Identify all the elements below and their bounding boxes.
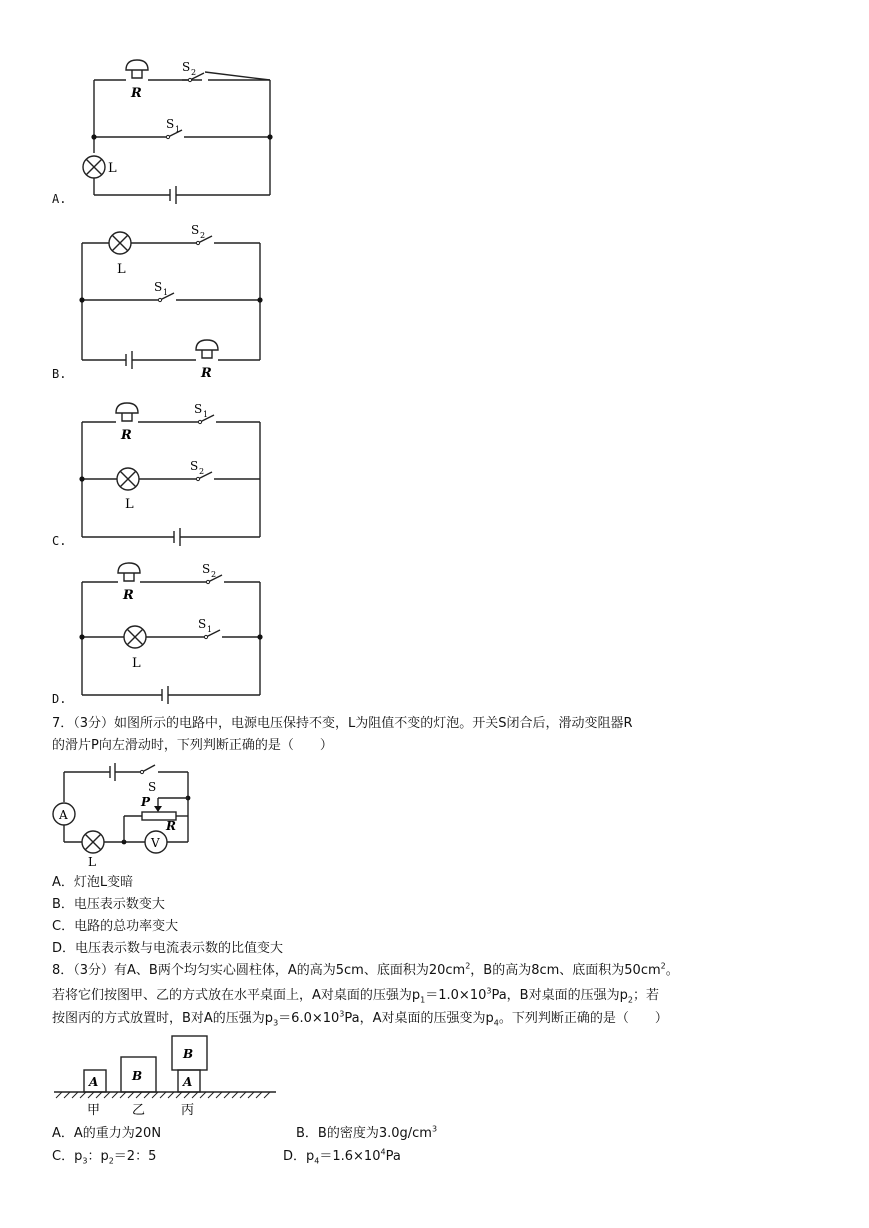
q7-choice-c[interactable]: C．电路的总功率变大 [52,919,179,934]
svg-text:S: S [190,459,199,473]
q8-cylinders-figure [48,1032,288,1122]
q7-stem-line1: 7．（3分）如图所示的电路中，电源电压保持不变，L为阻值不变的灯泡。开关S闭合后，滑动变阻器R [52,716,633,731]
svg-text:P: P [141,795,151,809]
q7-choice-b[interactable]: B．电压表示数变大 [52,897,165,912]
svg-text:A: A [183,1075,193,1089]
svg-text:S: S [154,280,163,294]
svg-text:A: A [59,808,68,822]
svg-text:A: A [89,1075,99,1089]
circuit-diagram-c [70,395,280,555]
svg-text:乙: 乙 [132,1103,146,1118]
svg-text:S: S [166,117,175,131]
q8-choice-c[interactable]: C．$p_3$：$p_2=2$：5 [52,1149,157,1166]
svg-text:L: L [117,262,126,277]
q8-choice-d[interactable]: D．$p_4=1.6\times 10^4Pa$ [283,1147,401,1166]
q7-stem-line2: 的滑片P向左滑动时，下列判断正确的是（ ） [52,738,333,753]
q8-choice-b[interactable]: B．B的密度为$3.0g/cm^3$ [296,1124,438,1141]
svg-text:B: B [183,1047,194,1061]
svg-text:2: 2 [211,570,217,579]
svg-text:R: R [121,428,132,443]
svg-text:S: S [182,60,191,74]
svg-text:R: R [166,819,176,833]
svg-text:1: 1 [163,288,169,297]
svg-text:B: B [132,1069,143,1083]
circuit-diagram-a [70,50,290,210]
q8-stem-line3: 按图丙的方式放置时，B对A的压强为$p_3=6.0\times 10^3Pa$，A对桌面的压强变为$p_4$。下列判断正确的是（ ） [52,1009,668,1028]
q7-circuit-diagram [48,760,208,870]
option-a-label: A. [52,192,67,206]
svg-text:甲: 甲 [87,1103,101,1118]
label-r: R [131,86,142,101]
q8-stem-line2: 若将它们按图甲、乙的方式放在水平桌面上，A对桌面的压强为$p_1=1.0\times 10^3Pa$，B对桌面的压强为$p_2$；若 [52,986,659,1005]
option-b-label: B. [52,367,67,381]
q7-choice-a[interactable]: A．灯泡L变暗 [52,875,134,890]
svg-text:1: 1 [207,625,213,634]
svg-text:R: R [201,366,212,381]
q8-choice-a[interactable]: A．A的重力为20N [52,1126,162,1141]
svg-text:S: S [198,617,207,631]
svg-text:2: 2 [200,231,206,240]
option-c-label: C. [52,534,67,548]
svg-text:L: L [125,497,134,512]
svg-text:S: S [202,562,211,576]
svg-text:L: L [88,855,96,869]
svg-text:丙: 丙 [181,1103,195,1118]
svg-text:V: V [151,836,160,850]
svg-text:L: L [108,161,117,176]
svg-text:1: 1 [203,410,209,419]
svg-text:1: 1 [175,125,181,134]
option-d-label: D. [52,692,67,706]
circuit-diagram-d [70,555,280,715]
q8-stem-line1: 8．（3分）有A、B两个均匀实心圆柱体，A的高为5cm、底面积为$20cm^2$，B的高为8cm、底面积为$50cm^2$。 [52,961,679,978]
svg-text:R: R [123,588,134,603]
svg-text:L: L [132,656,141,671]
q7-choice-d[interactable]: D．电压表示数与电流表示数的比值变大 [52,941,284,956]
svg-text:S: S [194,402,203,416]
svg-text:2: 2 [191,68,197,77]
svg-text:S: S [191,223,200,237]
circuit-diagram-b [70,220,280,385]
svg-text:2: 2 [199,467,205,476]
svg-text:S: S [148,780,157,794]
